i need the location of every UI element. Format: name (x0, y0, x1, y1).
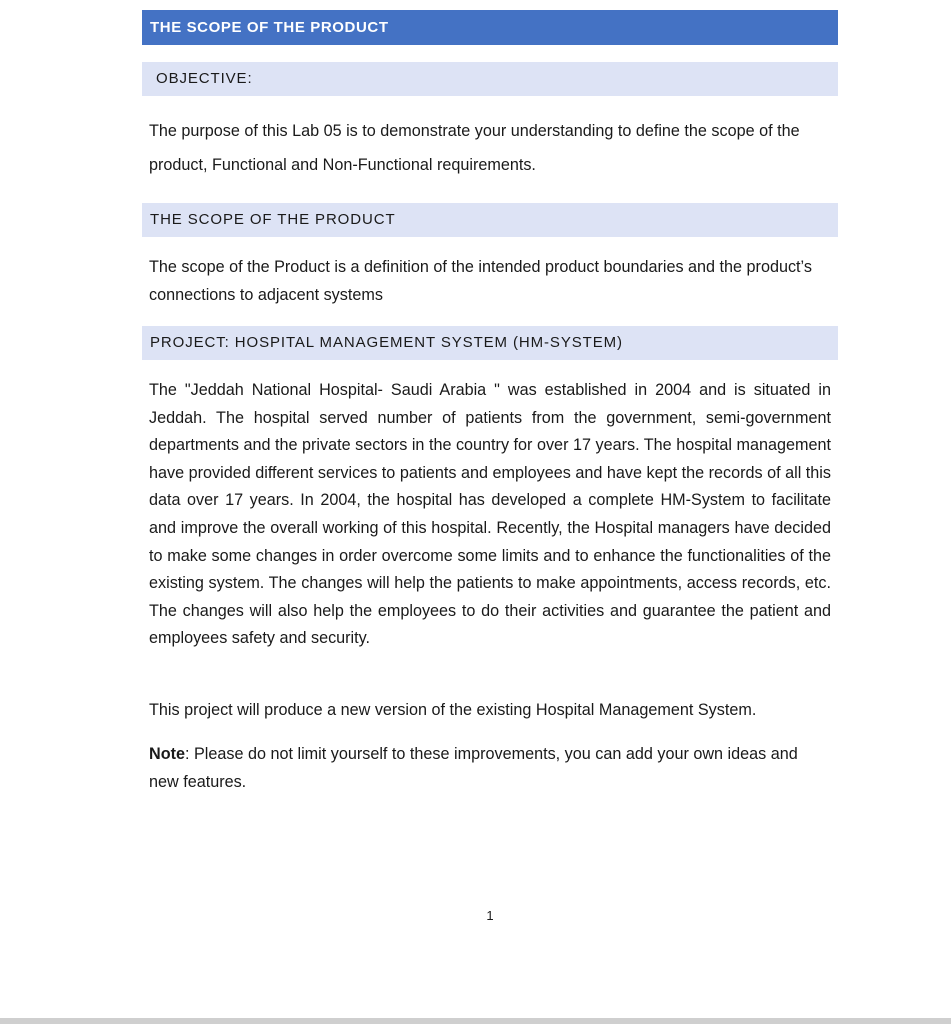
project-description-paragraph: The "Jeddah National Hospital- Saudi Arabia " was established in 2004 and is situated in Jeddah. The hospital served number of patients from the government, semi-government departments and the private sectors in the country for over 17 years. The hospital management have provided different services to patients and employees and have kept the records of all this data over 17 years. In 2004, the hospital has developed a complete HM-System to facilitate and improve the overall working of this hospital. Recently, the Hospital managers have decided to make some changes in order overcome some limits and to enhance the functionalities of the existing system. The changes will help the patients to make appointments, access records, etc. The changes will also help the employees to do their activities and guarantee the patient and employees safety and security. (149, 381, 831, 648)
objective-paragraph: The purpose of this Lab 05 is to demonstrate your understanding to define the scope of the product, Functional and Non-Functional requirements. (149, 122, 800, 174)
note-paragraph (149, 741, 831, 796)
title-banner: THE SCOPE OF THE PRODUCT (142, 10, 838, 45)
objective-heading: OBJECTIVE: (142, 62, 838, 96)
page-number: 1 (486, 908, 494, 923)
viewer-bottom-edge (0, 1018, 951, 1024)
scope-heading: THE SCOPE OF THE PRODUCT (142, 203, 838, 237)
project-heading: PROJECT: HOSPITAL MANAGEMENT SYSTEM (HM-SYSTEM) (142, 326, 838, 360)
scope-paragraph: The scope of the Product is a definition of the intended product boundaries and the product’s connections to adjacent systems (149, 258, 812, 304)
project-produce-paragraph: This project will produce a new version of the existing Hospital Management System. (149, 701, 757, 719)
note-text: : Please do not limit yourself to these improvements, you can add your own ideas and new features. (149, 745, 798, 791)
note-label: Note (149, 745, 185, 763)
